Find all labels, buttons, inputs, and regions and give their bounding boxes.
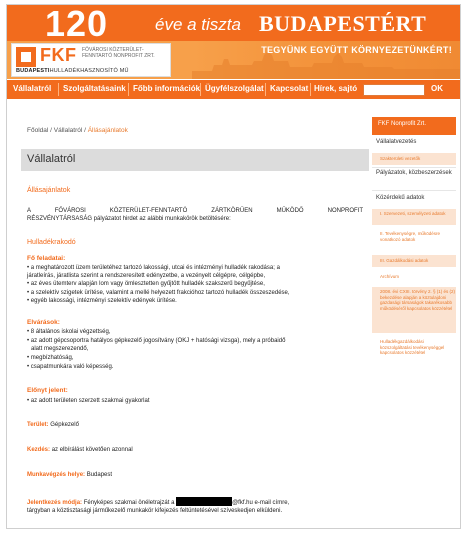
sidebar-item-kozerdeku-adatok[interactable]: Közérdekű adatok (376, 195, 425, 201)
sidebar-header (372, 117, 456, 135)
duties-heading: Fő feladatai: (27, 255, 66, 262)
main-content (21, 105, 369, 529)
sidebar-subitem-hulladekgazdalkodasi[interactable]: Hulladékgazdálkodási közszolgáltatási tevékenységgel kapcsolatos közzététel (372, 337, 456, 363)
breadcrumb-separator: / (48, 127, 54, 134)
sidebar-item-palyazatok[interactable]: Pályázatok, közbeszerzések (376, 170, 452, 176)
sidebar-subitem-tevekenyseg[interactable]: II. Tevékenységre, működésre vonatkozó adatok (372, 229, 456, 251)
intro-line-2: RÉSZVÉNYTÁRSASÁG pályázatot hirdet az alábbi munkakörök betöltésére: (27, 216, 231, 222)
page-title: Vállalatról (27, 153, 76, 165)
nav-item-vallalatrol[interactable]: Vállalatról (13, 84, 52, 93)
logo-subtitle-bold: BUDAPESTI (16, 68, 50, 74)
duty-line: • a szelektív szigetek ürítése, valamint a mellé helyezett frakcióhoz tartozó hulladék összeszedése, (27, 290, 290, 296)
apply-label: Jelentkezés módja: (27, 500, 83, 506)
search-input[interactable] (363, 84, 425, 96)
sidebar-subitem-2008-torveny[interactable]: 2008. évi CXIII. törvény 2. § (1) és (2) bekezdése alapján a köztulajdoni gazdasági társaságok takarékosabb működéséről kapcsolatos közzététel (372, 287, 456, 333)
section-heading: Állásajánlatok (27, 187, 71, 194)
apply-text: Fényképes szakmai önéletrajzát a (83, 500, 175, 506)
nav-item-kapcsolat[interactable]: Kapcsolat (270, 84, 309, 93)
intro-line-1: A FŐVÁROSI KÖZTERÜLET-FENNTARTÓ ZÁRTKÖRŰEN MŰKÖDŐ NONPROFIT (27, 208, 363, 214)
redacted-email (176, 497, 232, 506)
nav-separator (265, 83, 266, 96)
breadcrumb-parent[interactable]: Vállalatról (53, 127, 83, 134)
sidebar-subitem-gazdalkodasi[interactable]: III. Gazdálkodási adatok (372, 255, 456, 267)
place-value: Budapest (86, 472, 113, 478)
logo-fkf-text: FKF (40, 45, 77, 65)
requirements-heading: Elvárások: (27, 319, 60, 326)
right-sidebar (372, 117, 456, 387)
fkf-logo[interactable] (11, 43, 171, 77)
duty-line: • a meghatározott üzem területéhez tartozó lakossági, utcai és intézményi hulladék rakodása; a (27, 265, 280, 271)
sidebar-subitem-szakteruleti-vezetok[interactable]: Szakterületi vezetők (372, 153, 456, 165)
apply-line-2: tárgyban a köztisztasági járműkezelő munkakör kifejezés feltüntetésével szíveskedjen elküldeni. (27, 508, 283, 514)
nav-separator (128, 83, 129, 96)
apply-row (27, 497, 363, 507)
requirement-line: • csapatmunkára való képesség. (27, 364, 114, 370)
place-row (27, 471, 112, 479)
nav-separator (58, 83, 59, 96)
duty-line: • az éves ütemterv alapján lom vagy ömlesztetten gyűjtött hulladék szakszerű begyűjtése, (27, 281, 265, 287)
fkf-logo-icon (16, 47, 36, 67)
duty-line: járatleírás, járatlista szerint a rendszeresített edényzetbe, a vezényelt célgépre, célgépbe, (27, 273, 266, 279)
logo-subtitle (16, 68, 129, 74)
main-nav (7, 79, 461, 99)
breadcrumb-current: Állásajánlatok (87, 127, 128, 134)
area-label: Terület: (27, 422, 49, 428)
area-value: Gépkezelő (50, 422, 79, 428)
place-label: Munkavégzés helye: (27, 472, 86, 478)
job-title: Hulladékrakodó (27, 239, 76, 246)
logo-subtitle-rest: HULLADÉKHASZNOSÍTÓ MŰ (49, 68, 129, 74)
sidebar-divider (372, 167, 456, 168)
banner-middle-text: éve a tiszta (155, 15, 241, 34)
banner-city-text: BUDAPESTÉRT (259, 11, 427, 36)
header-tagline: TEGYÜNK EGYÜTT KÖRNYEZETÜNKÉRT! (261, 45, 452, 55)
breadcrumb-home[interactable]: Főoldal (27, 127, 49, 134)
duty-line: • egyéb lakossági, intézményi szelektív edények ürítése. (27, 298, 177, 304)
sidebar-subitem-szervezeti[interactable]: I. Szervezeti, személyzeti adatok (372, 209, 456, 225)
advantage-heading: Előnyt jelent: (27, 387, 68, 394)
apply-domain[interactable]: @fkf.hu (232, 500, 253, 506)
top-banner (7, 5, 461, 41)
site-header (7, 41, 461, 79)
sidebar-header-label: FKF Nonprofit Zrt. (378, 121, 427, 127)
nav-item-ugyfelszolgalat[interactable]: Ügyfélszolgálat (205, 84, 264, 93)
page-frame (6, 4, 461, 529)
nav-item-hirek-sajto[interactable]: Hírek, sajtó (314, 84, 358, 93)
logo-company-name: FŐVÁROSI KÖZTERÜLET-FENNTARTÓ NONPROFIT ZRT. (82, 47, 155, 59)
advantage-line: • az adott területen szerzett szakmai gyakorlat (27, 398, 150, 404)
apply-text: e-mail címre, (254, 500, 290, 506)
breadcrumb-separator: / (82, 127, 88, 134)
start-value: az elbírálást követően azonnal (51, 447, 133, 453)
nav-item-szolgaltatasaink[interactable]: Szolgáltatásaink (63, 84, 126, 93)
area-row (27, 421, 79, 429)
requirement-line: • az adott gépcsoportra hatályos gépkezelő jogosítvány (OKJ + hatósági vizsga), mely a próbaidő (27, 338, 286, 344)
page-title-bar (21, 149, 369, 171)
breadcrumb (27, 127, 128, 134)
sidebar-divider (372, 190, 456, 191)
search-ok-button[interactable]: OK (431, 84, 443, 93)
requirement-line: • 8 általános iskolai végzettség, (27, 329, 111, 335)
requirement-line: • megbízhatóság, (27, 355, 74, 361)
nav-separator (200, 83, 201, 96)
nav-separator (310, 83, 311, 96)
banner-number: 120 (45, 5, 109, 41)
start-label: Kezdés: (27, 447, 51, 453)
nav-item-fobb-informaciok[interactable]: Főbb információk (133, 84, 201, 93)
sidebar-item-vallalatvezetes[interactable]: Vállalatvezetés (376, 139, 417, 145)
start-row (27, 446, 133, 454)
requirement-line: alatt megszerezendő, (31, 346, 89, 352)
sidebar-subitem-archivum[interactable]: Archívum (372, 271, 456, 283)
